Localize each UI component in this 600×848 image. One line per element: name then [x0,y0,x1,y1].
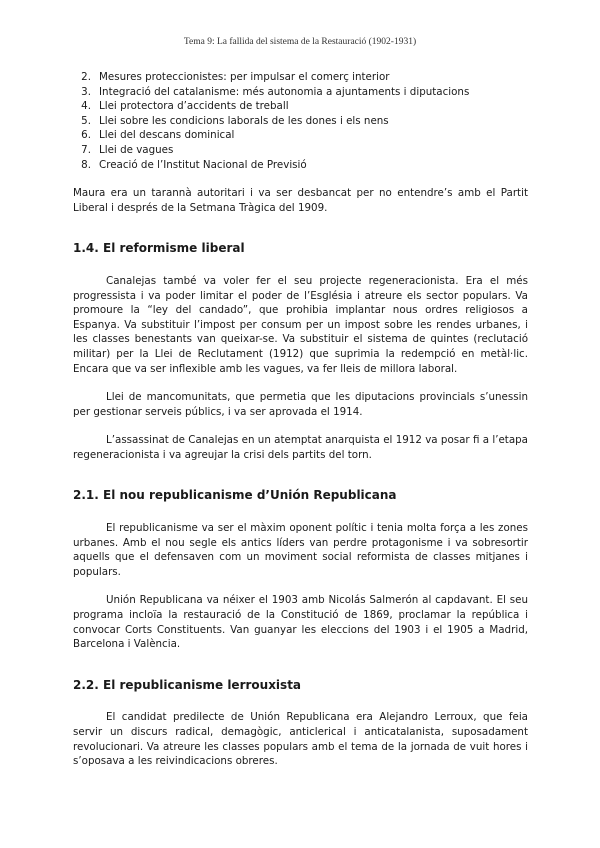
list-text: Llei de vagues [99,143,174,156]
paragraph: Llei de mancomunitats, que permetia que les diputacions provincials s’unessin per gestionar serveis públics, i va ser aprovada el 1914. [73,391,528,418]
document-body [73,70,528,769]
list-number: 5. [81,114,91,127]
paragraph: Unión Republicana va néixer el 1903 amb Nicolás Salmerón al capdavant. El seu programa incloïa la restauració de la Constitució de 1869, proclamar la república i convocar Corts Constituents. Van guanyar les eleccions del 1903 i el 1905 a Madrid, Barcelona i València. [73,594,528,651]
list-item [73,114,528,129]
list-text: Integració del catalanisme: més autonomia a ajuntaments i diputacions [99,85,470,98]
paragraph: El republicanisme va ser el màxim oponent polític i tenia molta força a les zones urbanes. Amb el nou segle els antics líders van perdre protagonisme i va sobresortir aquells que el defensaven com un moviment social reformista de classes mitjanes i populars. [73,522,528,578]
list-text: Creació de l’Institut Nacional de Previsió [99,158,307,171]
list-item [73,85,528,100]
list-number: 7. [81,143,91,156]
list-text: Llei sobre les condicions laborals de les dones i els nens [99,114,389,127]
paragraph: Canalejas també va voler fer el seu projecte regeneracionista. Era el més progressista i va poder limitar el poder de l’Església i atreure els sector populars. Va promoure la “ley del candado”, que prohibia implantar nous ordres religiosos a Espanya. Va substituir l’impost per consum per un impost sobre les rendes urbanes, i les classes benestants van queixar-se. Va substituir el sistema de quintes (reclutació militar) per la Llei de Reclutament (1912) que suprimia la redempció en metàl·lic. Encara que va ser inflexible amb les vagues, va fer lleis de millora laboral. [73,274,528,375]
running-header: Tema 9: La fallida del sistema de la Restauració (1902-1931) [183,37,417,47]
list-item [73,128,528,143]
section-heading-2-2: 2.2. El republicanisme lerrouxista [73,677,302,692]
paragraph: El candidat predilecte de Unión Republicana era Alejandro Lerroux, que feia servir un discurs radical, demagògic, anticlerical i anticatalanista, suposadament revolucionari. Va atreure les classes populars amb el tema de la jornada de vuit hores i s’oposava a les reivindicacions obreres. [73,711,528,768]
list-number: 6. [81,129,91,142]
list-item [73,158,528,173]
list-number: 2. [81,71,91,83]
list-number: 3. [81,85,91,98]
section-heading-1-4: 1.4. El reformisme liberal [73,241,245,256]
measures-list [73,70,528,172]
list-item [73,99,528,114]
list-number: 8. [81,158,91,171]
list-text: Llei del descans dominical [99,129,235,142]
list-item [73,70,528,85]
list-text: Llei protectora d’accidents de treball [99,100,289,113]
maura-paragraph: Maura era un tarannà autoritari i va ser desbancat per no entendre’s amb el Partit Liberal i després de la Setmana Tràgica del 1909. [73,187,528,214]
list-text: Mesures proteccionistes: per impulsar el comerç interior [99,71,390,83]
paragraph: L’assassinat de Canalejas en un atemptat anarquista el 1912 va posar fi a l’etapa regeneracionista i va agreujar la crisi dels partits del torn. [73,434,528,461]
list-item [73,143,528,158]
list-number: 4. [81,100,91,113]
section-heading-2-1: 2.1. El nou republicanisme d’Unión Republicana [73,488,397,503]
